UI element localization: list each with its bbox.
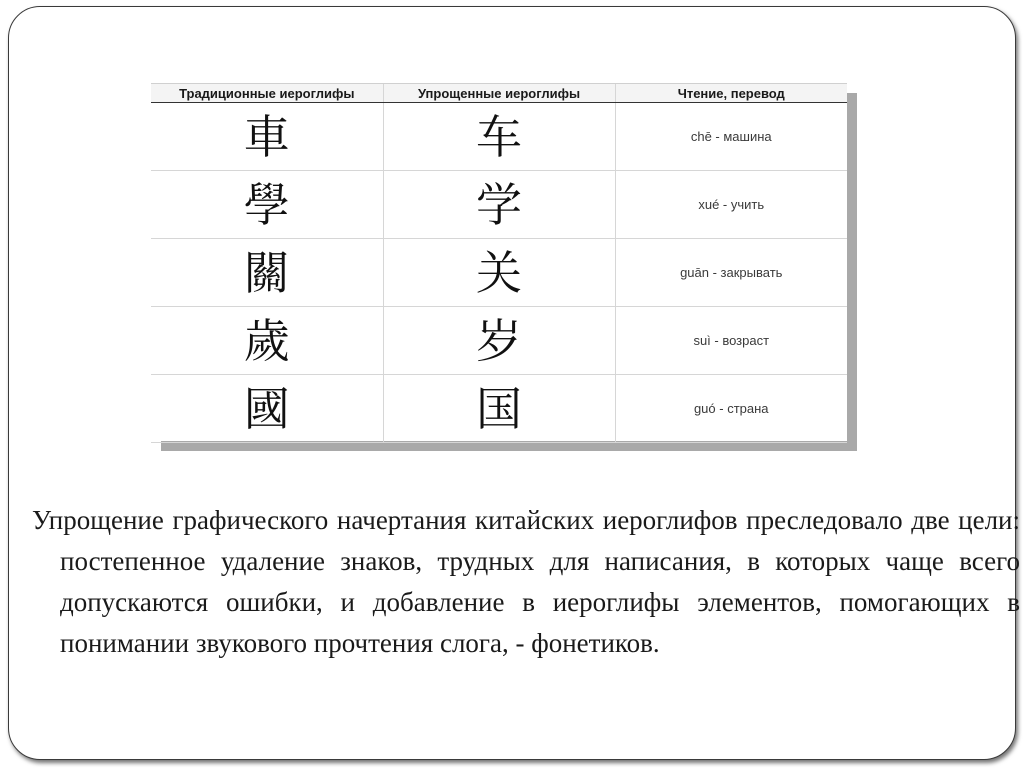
simplified-cell	[383, 375, 615, 443]
simplified-glyph: 岁	[476, 313, 522, 368]
traditional-glyph: 學	[243, 177, 290, 232]
reading-cell	[615, 307, 847, 375]
reading-cell	[615, 239, 847, 307]
header-reading: Чтение, перевод	[615, 84, 847, 103]
reading-cell	[615, 171, 847, 239]
simplified-glyph: 学	[476, 177, 522, 232]
header-simplified: Упрощенные иероглифы	[383, 84, 615, 103]
table-header-row	[151, 84, 847, 103]
table-row	[151, 307, 847, 375]
traditional-glyph: 國	[243, 381, 290, 436]
traditional-cell	[151, 375, 383, 443]
traditional-glyph: 歲	[243, 313, 290, 368]
hanzi-comparison-table	[151, 83, 847, 443]
simplified-glyph: 国	[476, 381, 522, 436]
body-paragraph: Упрощение графического начертания китайских иероглифов преследовало две цели: постепенное удаление знаков, трудных для написания, в которых чаще всего допускаются ошибки, и добавление в иероглифы элементов, помогающих в понимании звукового прочтения слога, - фонетиков.	[32, 505, 1020, 658]
reading-text: guó - страна	[693, 400, 769, 416]
simplified-glyph: 关	[476, 245, 522, 300]
table-row	[151, 375, 847, 443]
reading-cell	[615, 375, 847, 443]
simplified-glyph: 车	[476, 109, 522, 164]
table-row	[151, 239, 847, 307]
simplified-cell	[383, 307, 615, 375]
traditional-cell	[151, 239, 383, 307]
table-row	[151, 171, 847, 239]
table-row	[151, 103, 847, 171]
reading-text: xué - учить	[698, 196, 765, 212]
simplified-cell	[383, 103, 615, 171]
header-traditional: Традиционные иероглифы	[151, 84, 383, 103]
reading-cell	[615, 103, 847, 171]
traditional-glyph: 關	[243, 245, 290, 300]
simplified-cell	[383, 171, 615, 239]
reading-text: guān - закрывать	[680, 264, 783, 280]
reading-text: chē - машина	[690, 128, 772, 144]
hanzi-table-container	[151, 83, 847, 441]
reading-text: suì - возраст	[693, 332, 770, 348]
traditional-cell	[151, 171, 383, 239]
traditional-glyph: 車	[243, 109, 290, 164]
traditional-cell	[151, 307, 383, 375]
traditional-cell	[151, 103, 383, 171]
simplified-cell	[383, 239, 615, 307]
